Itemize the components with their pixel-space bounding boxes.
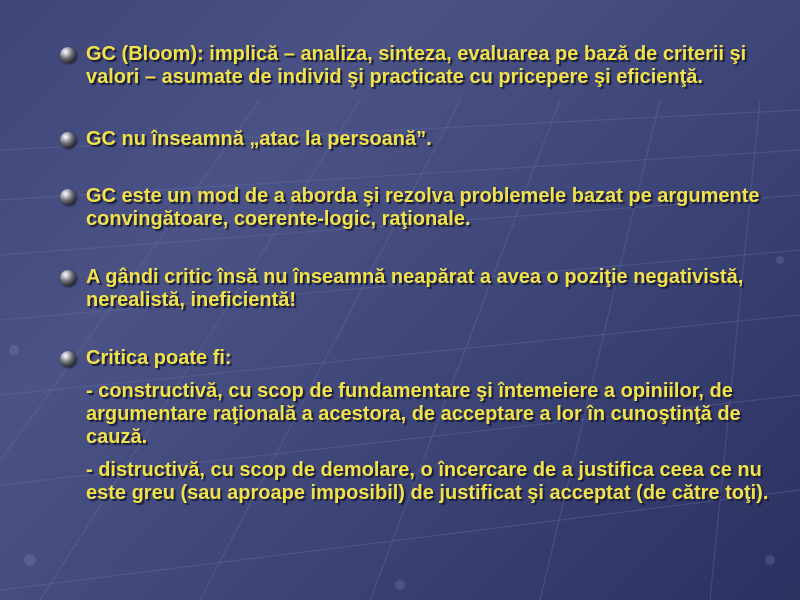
bullet-text: GC nu înseamnă „atac la persoană”. xyxy=(86,128,432,150)
sub-item-destructive: - distructivă, cu scop de demolare, o încercare de a justifica ceea ce nu este greu (sau aproape imposibil) de justificat şi acceptat (de către toţi). xyxy=(86,459,769,504)
bullet-text: Critica poate fi: xyxy=(86,347,232,369)
bullet-item-bloom xyxy=(60,43,770,89)
sphere-bullet-icon xyxy=(60,270,76,286)
bullet-item-critique xyxy=(60,347,770,370)
sub-item-constructive: - constructivă, cu scop de fundamentare şi întemeiere a opiniilor, de argumentare raţională a acestora, de acceptare a lor în cunoştinţă de cauză. xyxy=(86,380,741,448)
sphere-bullet-icon xyxy=(60,47,76,63)
bullet-text: GC (Bloom): implică – analiza, sinteza, evaluarea pe bază de criterii şi valori – asumate de individ şi practicate cu pricepere şi eficienţă. xyxy=(86,43,747,88)
sphere-bullet-icon xyxy=(60,189,76,205)
bullet-list xyxy=(60,40,770,505)
bullet-item-not-negative xyxy=(60,266,770,312)
bullet-item-not-attack xyxy=(60,128,770,151)
sphere-bullet-icon xyxy=(60,132,76,148)
sphere-bullet-icon xyxy=(60,351,76,367)
bullet-text: GC este un mod de a aborda şi rezolva problemele bazat pe argumente convingătoare, coerente-logic, raţionale. xyxy=(86,185,760,230)
bullet-item-problem-solving xyxy=(60,185,770,231)
bullet-text: A gândi critic însă nu înseamnă neapărat a avea o poziţie negativistă, nerealistă, ineficientă! xyxy=(86,266,744,311)
